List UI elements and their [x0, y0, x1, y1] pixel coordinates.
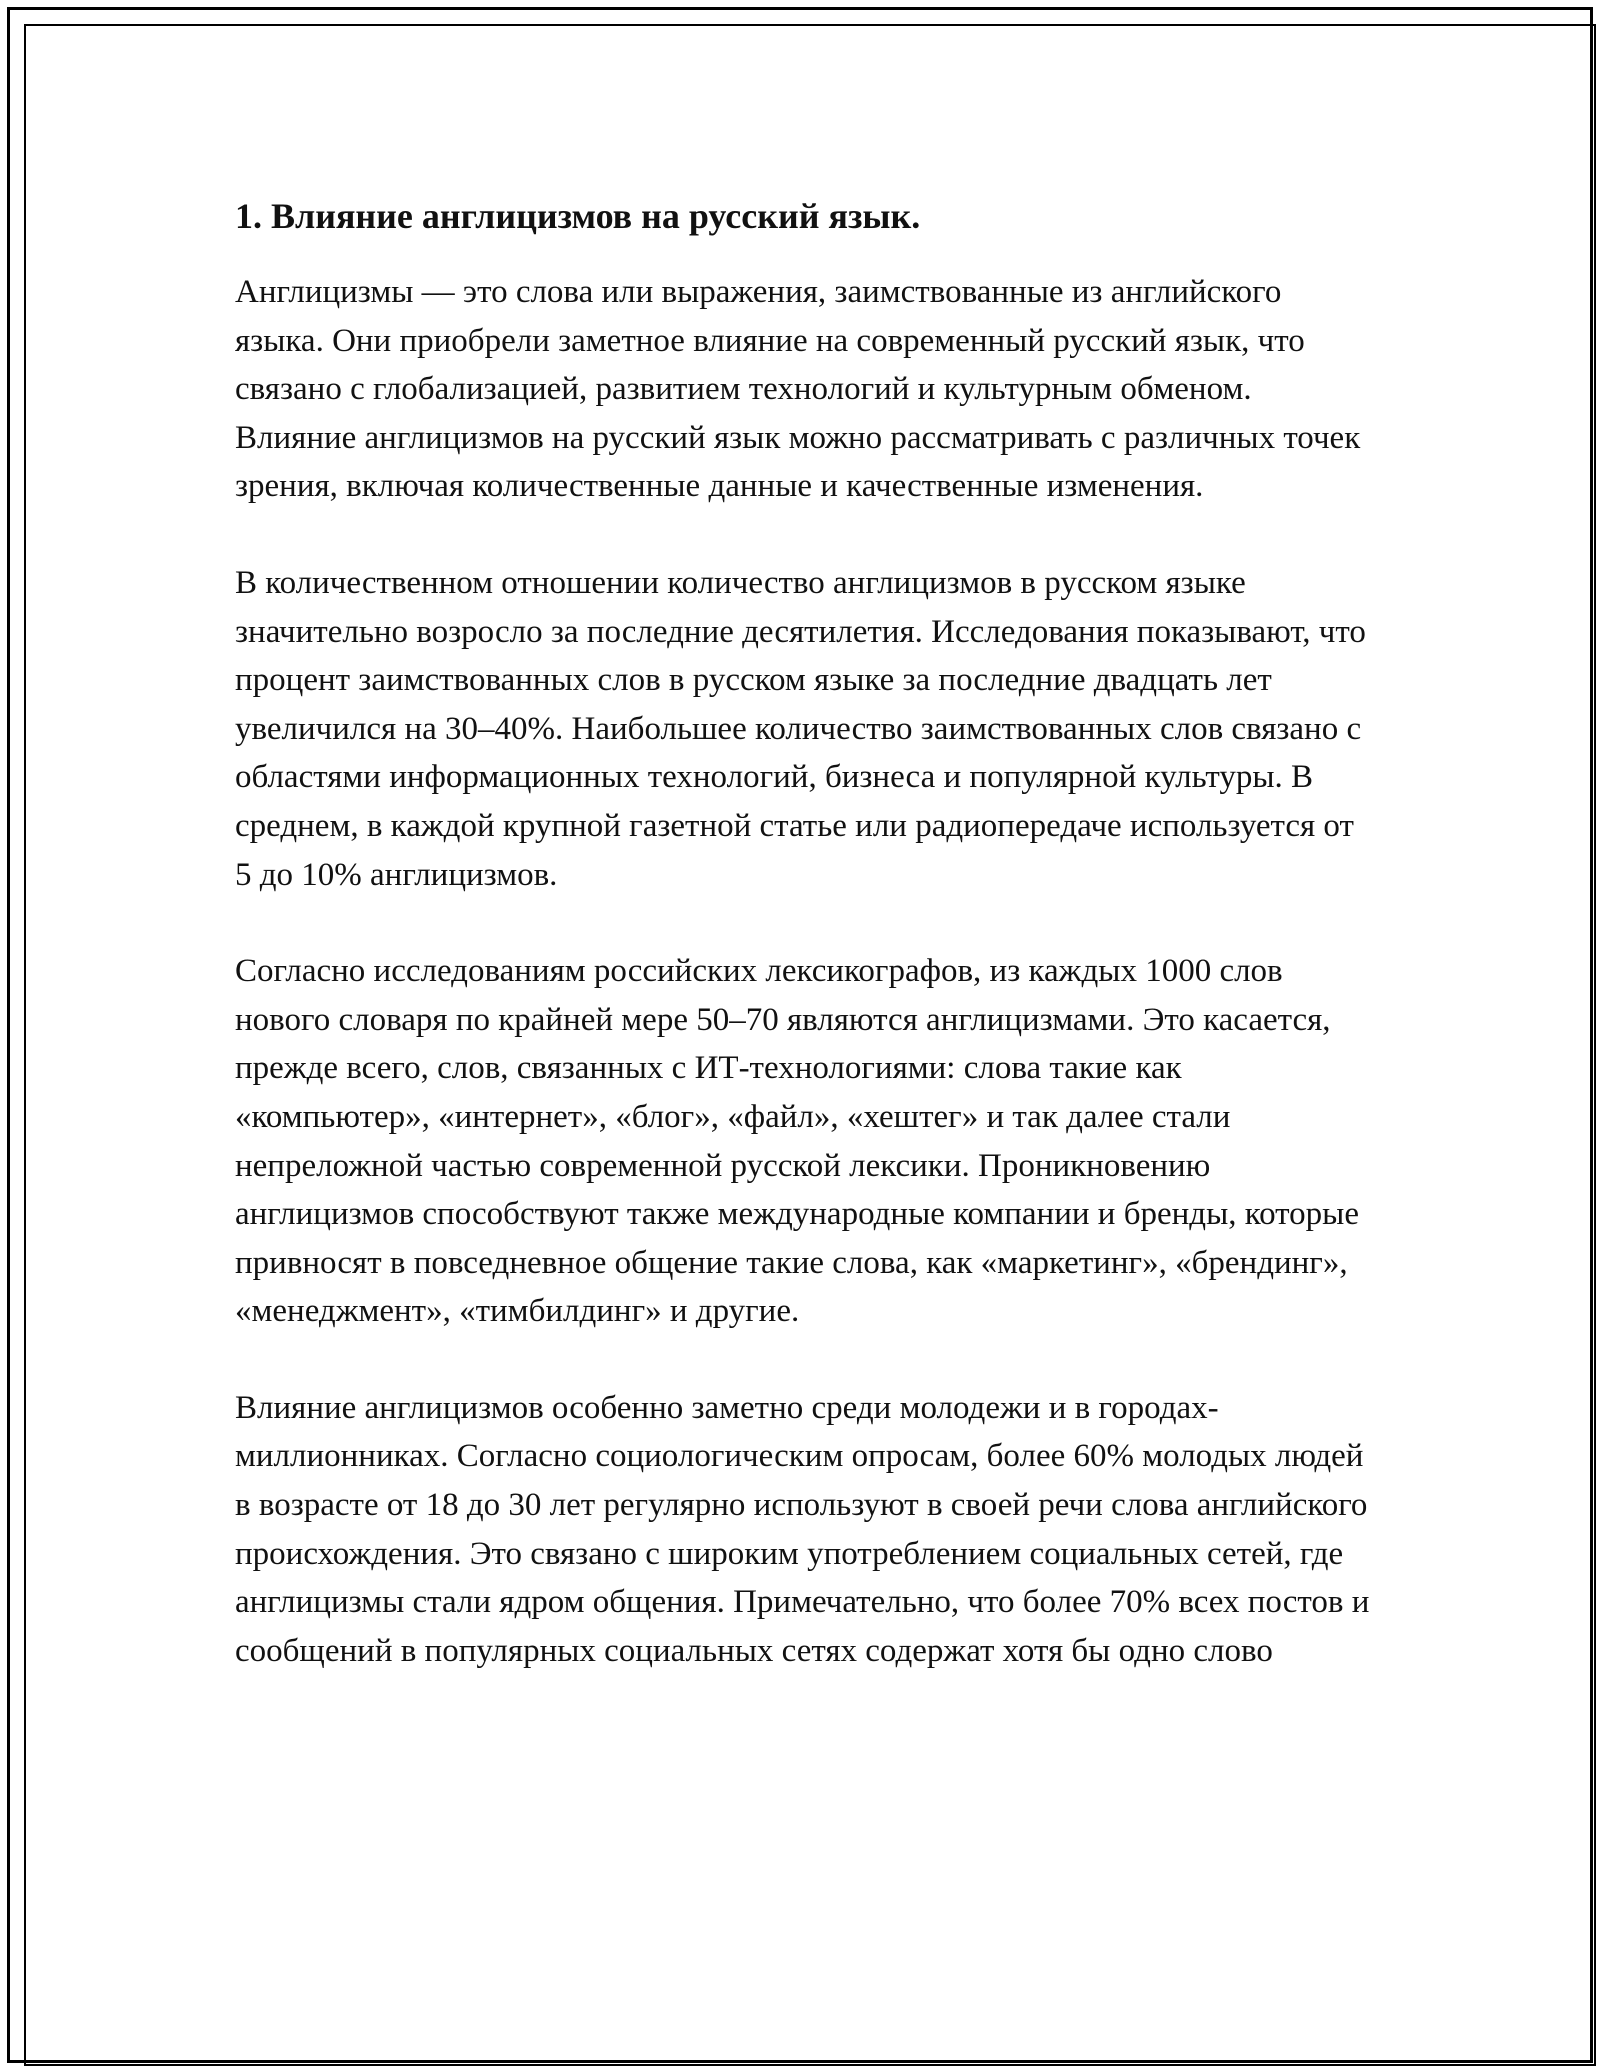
paragraph-2: В количественном отношении количество англицизмов в русском языке значительно возросло за последние десятилетия. Исследования показывают, что процент заимствованных слов в русском языке за последние двадцать лет увеличился на 30–40%. Наибольшее количество заимствованных слов связано с областями информационных технологий, бизнеса и популярной культуры. В среднем, в каждой крупной газетной статье или радиопередаче используется от 5 до 10% англицизмов. — [235, 564, 1366, 893]
paragraph-1: Англицизмы — это слова или выражения, заимствованные из английского языка. Они приобрели заметное влияние на современный русский язык, что связано с глобализацией, развитием технологий и культурным обменом. Влияние англицизмов на русский язык можно рассматривать с различных точек зрения, включая количественные данные и качественные изменения. — [235, 274, 1361, 505]
paragraph-3: Согласно исследованиям российских лексикографов, из каждых 1000 слов нового словаря по крайней мере 50–70 являются англицизмами. Это касается, прежде всего, слов, связанных с ИТ-технологиями: слова такие как «компьютер», «интернет», «блог», «файл», «хештег» и так далее стали непреложной частью современной русской лексики. Проникновению англицизмов способствуют также международные компании и бренды, которые привносят в повседневное общение такие слова, как «маркетинг», «брендинг», «менеджмент», «тимбилдинг» и другие. — [235, 953, 1359, 1330]
paragraph-4: Влияние англицизмов особенно заметно среди молодежи и в городах-миллионниках. Согласно социологическим опросам, более 60% молодых людей в возрасте от 18 до 30 лет регулярно используют в своей речи слова английского происхождения. Это связано с широким употреблением социальных сетей, где англицизмы стали ядром общения. Примечательно, что более 70% всех постов и сообщений в популярных социальных сетях содержат хотя бы одно слово — [235, 1389, 1370, 1669]
section-heading: 1. Влияние англицизмов на русский язык. — [235, 196, 921, 236]
document-body — [235, 190, 1375, 1675]
